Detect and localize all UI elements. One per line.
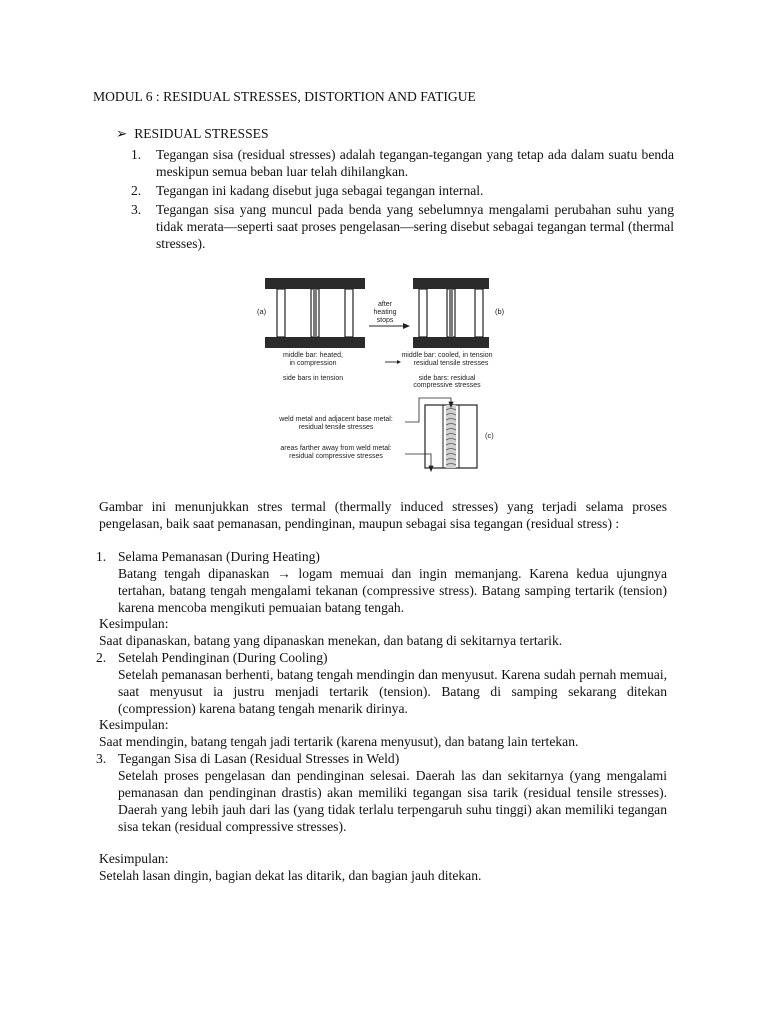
label-a: (a) [257,307,267,316]
arrow-text-3: stops [376,317,394,324]
list-item: 3. Tegangan sisa yang muncul pada benda yang sebelumnya mengalami perubahan suhu yang tidak merata—seperti saat proses pengelasan—sering disebut sebagai tegangan termal (thermal stresses). [131,202,674,251]
point-heading: 3. Tegangan Sisa di Lasan (Residual Stresses in Weld) [96,751,400,766]
conclusion-text: Saat mendingin, batang tengah jadi tertarik (karena menyusut), dan batang lain tertekan. [99,734,579,749]
list-item-text: Tegangan ini kadang disebut juga sebagai tegangan internal. [156,183,484,198]
point-body: Setelah proses pengelasan dan pendinginan selesai. Daerah las dan sekitarnya (yang mengalami pemanasan dan pendinginan drastis) akan memiliki tegangan sisa tarik (residual tensile stresses). Daerah yang lebih jauh dari las (yang tidak terlalu terpengaruh suhu tinggi) akan memiliki tegangan sisa tekan (residual compressive stresses). [118,768,667,834]
weld-plate-c [425,405,477,468]
caption-c-1: weld metal and adjacent base metal: [279,416,393,423]
arrow-text-1: after [377,301,393,308]
label-b: (b) [495,307,505,316]
section-heading [116,125,269,142]
caption-b-1: middle bar: cooled, in tension [401,352,493,359]
conclusion-text: Saat dipanaskan, batang yang dipanaskan menekan, dan batang di sekitarnya tertarik. [99,633,563,648]
caption-c-3: areas farther away from weld metal: [280,445,392,452]
definitions-list [131,146,674,254]
conclusion-label: Kesimpulan: [99,851,169,866]
caption-a-2: in compression [289,360,337,367]
point-body: Batang tengah dipanaskan → logam memuai dan ingin memanjang. Karena kedua ujungnya tertahan, batang tengah mengalami tekanan (compressive stress). Batang samping tertarik (tension) karena mencoba mengikuti pemuaian batang tengah. [118,566,667,615]
frame-a [265,278,365,348]
section-heading-text: RESIDUAL STRESSES [134,126,269,141]
caption-c-4: residual compressive stresses [289,453,383,460]
frame-b [413,278,489,348]
point-heading: 2. Setelah Pendinginan (During Cooling) [96,650,328,665]
caption-a-1: middle bar: heated, [283,352,343,359]
conclusion-label: Kesimpulan: [99,616,169,631]
arrow-text-2: heating [373,309,397,316]
conclusion-label: Kesimpulan: [99,717,169,732]
list-item: 1. Tegangan sisa (residual stresses) adalah tegangan-tegangan yang tetap ada dalam suatu benda meskipun semua beban luar telah dihilangkan. [131,147,674,179]
thermal-stress-figure [255,274,515,484]
caption-b-3: side bars: residual [418,375,476,382]
point-heading: 1. Selama Pemanasan (During Heating) [96,549,320,564]
arrow-bullet-icon: ➢ [116,126,128,141]
label-c: (c) [485,431,494,440]
list-item: 2. Tegangan ini kadang disebut juga sebagai tegangan internal. [131,183,484,198]
caption-c-2: residual tensile stresses [298,424,374,431]
list-item-text: Tegangan sisa yang muncul pada benda yang sebelumnya mengalami perubahan suhu yang tidak merata—seperti saat proses pengelasan—sering disebut sebagai tegangan termal (thermal stresses). [156,202,674,251]
caption-b-2: residual tensile stresses [413,360,489,367]
caption-a-3: side bars in tension [282,375,344,382]
intro-paragraph: Gambar ini menunjukkan stres termal (thermally induced stresses) yang terjadi selama proses pengelasan, baik saat pemanasan, pendinginan, maupun sebagai sisa tegangan (residual stress) : [99,499,667,531]
point-body: Setelah pemanasan berhenti, batang tengah mendingin dan menyusut. Karena sudah pernah memuai, saat menyusut ia justru menjadi tertarik (tension). Batang di samping sekarang ditekan (compression) karena batang tengah menarik dirinya. [118,667,667,716]
small-arrow-icon [385,360,401,364]
conclusion-text: Setelah lasan dingin, bagian dekat las ditarik, dan bagian jauh ditekan. [99,868,482,883]
document-title: MODUL 6 : RESIDUAL STRESSES, DISTORTION AND FATIGUE [93,89,476,104]
caption-b-4: compressive stresses [413,382,481,389]
list-item-text: Tegangan sisa (residual stresses) adalah tegangan-tegangan yang tetap ada dalam suatu benda meskipun semua beban luar telah dihilangkan. [156,147,674,179]
